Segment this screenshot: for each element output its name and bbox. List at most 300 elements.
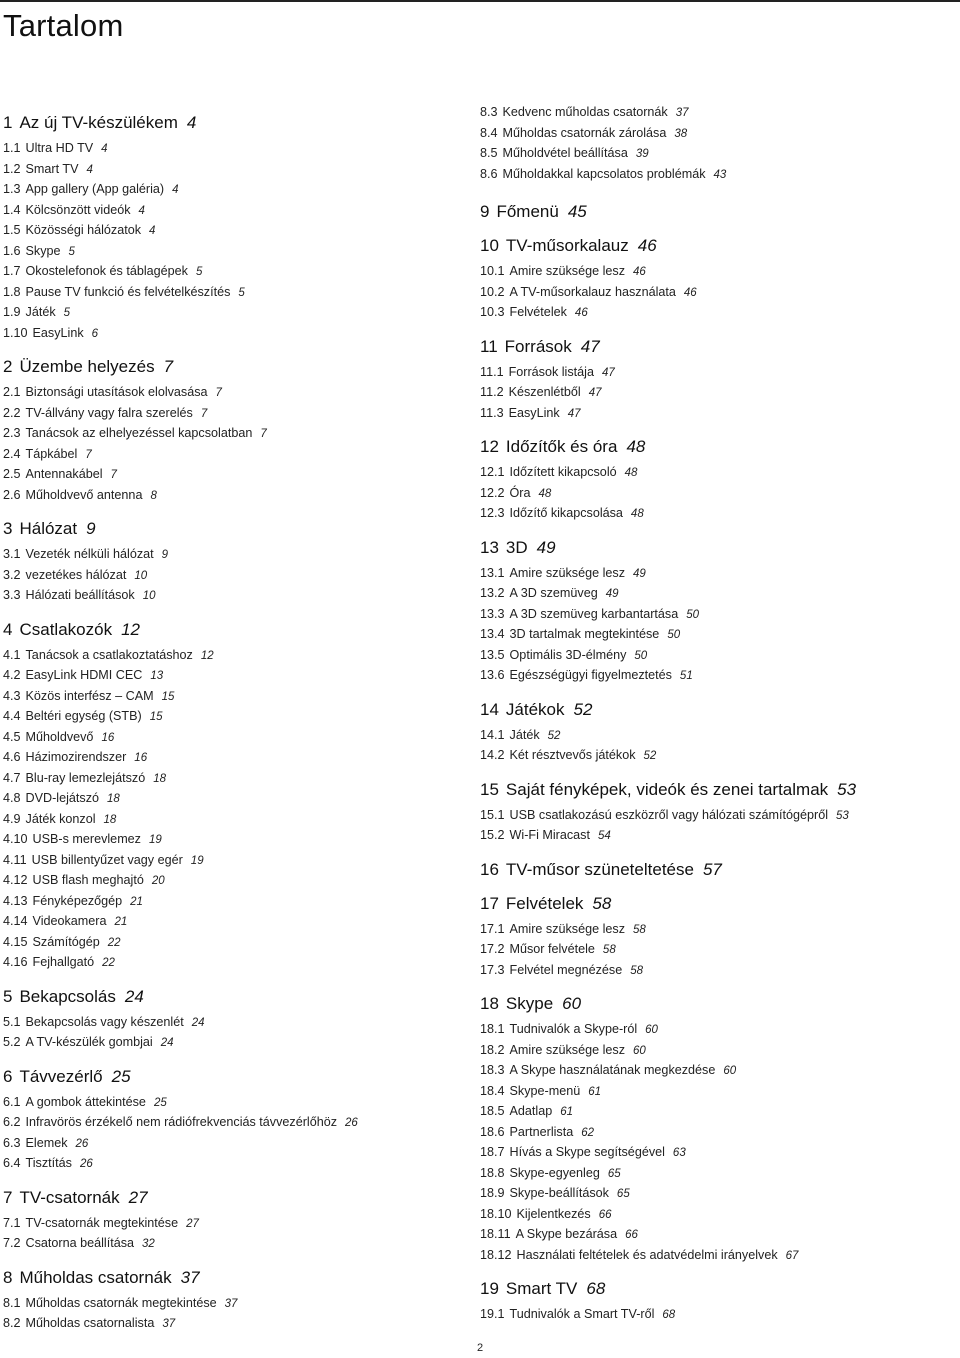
entry-page: 62 (581, 1126, 595, 1139)
entry-number: 1.5 (3, 223, 21, 237)
entry-page: 6 (91, 327, 99, 340)
toc-entry[interactable] (3, 666, 463, 687)
entry-number: 18.8 (480, 1165, 505, 1180)
chapter-page: 12 (121, 619, 140, 639)
entry-title: A Skype használatának megkezdése (509, 1063, 716, 1077)
chapter-page: 7 (163, 357, 174, 376)
chapter-page: 58 (592, 893, 612, 913)
entry-page: 16 (101, 731, 115, 744)
toc-chapter[interactable] (3, 356, 463, 378)
entry-title: Hívás a Skype segítségével (509, 1145, 665, 1159)
entry-number: 8.6 (480, 166, 498, 181)
toc-entry[interactable] (480, 806, 950, 827)
toc-entry[interactable] (3, 262, 463, 283)
toc-entry[interactable] (3, 912, 463, 933)
toc-entry[interactable] (480, 262, 950, 283)
entry-title: Amire szüksége lesz (509, 921, 625, 936)
entry-title: Okostelefonok és táblagépek (25, 264, 188, 278)
toc-entry[interactable] (480, 605, 950, 626)
chapter-page: 57 (702, 859, 722, 879)
entry-number: 3.2 (3, 567, 21, 582)
toc-entry[interactable] (3, 748, 463, 769)
entry-title: Két résztvevős játékok (509, 748, 636, 762)
toc-entry[interactable] (480, 746, 950, 767)
toc-entry[interactable] (3, 892, 463, 913)
entry-title: USB billentyűzet vagy egér (31, 852, 183, 867)
entry-page: 46 (574, 307, 588, 319)
toc-entry[interactable] (3, 201, 463, 222)
toc-entry[interactable] (3, 1154, 463, 1175)
entry-page: 10 (134, 569, 148, 582)
chapter-title: Távvezérlő (19, 1066, 103, 1086)
toc-chapter[interactable] (480, 436, 950, 458)
entry-page: 7 (200, 407, 208, 420)
toc-entry[interactable] (480, 303, 950, 324)
toc-entry[interactable] (480, 1020, 950, 1041)
toc-entry[interactable] (480, 1143, 950, 1164)
toc-entry[interactable] (3, 1033, 463, 1054)
toc-entry[interactable] (480, 1041, 950, 1062)
entry-page: 13 (150, 670, 164, 682)
entry-number: 7.2 (3, 1236, 21, 1250)
entry-title: Adatlap (509, 1104, 553, 1118)
toc-entry[interactable] (480, 666, 950, 687)
chapter-number: 14 (480, 699, 499, 719)
entry-page: 4 (149, 225, 156, 237)
toc-entry[interactable] (480, 646, 950, 667)
toc-entry[interactable] (3, 180, 463, 201)
entry-page: 12 (200, 649, 214, 662)
entry-number: 18.4 (480, 1083, 505, 1098)
chapter-number: 10 (480, 236, 499, 255)
entry-page: 21 (130, 895, 143, 908)
entry-number: 1.1 (3, 141, 21, 155)
entry-title: Beltéri egység (STB) (25, 709, 142, 723)
entry-title: A 3D szemüveg (509, 586, 598, 600)
entry-title: Amire szüksége lesz (509, 264, 625, 278)
toc-entry[interactable] (3, 566, 463, 587)
toc-entry[interactable] (480, 961, 950, 982)
entry-number: 4.11 (3, 852, 27, 867)
chapter-page: 46 (637, 236, 657, 255)
entry-number: 4.7 (3, 770, 21, 785)
toc-entry[interactable] (3, 789, 463, 810)
chapter-title: Bekapcsolás (19, 986, 116, 1006)
chapter-title: Hálózat (19, 519, 78, 538)
toc-entry[interactable] (3, 160, 463, 181)
entry-page: 58 (633, 923, 646, 936)
entry-title: A 3D szemüveg karbantartása (509, 606, 679, 621)
entry-page: 47 (601, 366, 615, 379)
entry-page: 58 (602, 944, 616, 956)
entry-number: 18.2 (480, 1042, 505, 1057)
chapter-number: 12 (480, 437, 499, 456)
toc-entry[interactable] (480, 165, 950, 186)
entry-page: 67 (785, 1249, 799, 1262)
entry-number: 2.3 (3, 426, 21, 440)
toc-chapter[interactable] (480, 1278, 950, 1300)
toc-entry[interactable] (3, 953, 463, 974)
entry-title: Használati feltételek és adatvédelmi irányelvek (516, 1247, 778, 1262)
entry-page: 8 (150, 489, 157, 502)
entry-title: EasyLink HDMI CEC (25, 668, 143, 682)
chapter-number: 19 (480, 1279, 499, 1298)
toc-chapter[interactable] (3, 1187, 463, 1209)
chapter-number: 17 (480, 893, 499, 913)
entry-number: 2.6 (3, 487, 21, 502)
toc-entry[interactable] (480, 124, 950, 145)
toc-entry[interactable] (3, 810, 463, 831)
chapter-number: 7 (3, 1187, 13, 1207)
entry-number: 10.3 (480, 305, 505, 319)
entry-number: 6.1 (3, 1094, 21, 1109)
entry-title: Készenlétből (508, 385, 581, 399)
entry-title: Műholdvétel beállítása (502, 146, 628, 160)
toc-entry[interactable] (480, 1225, 950, 1246)
toc-entry[interactable] (3, 1214, 463, 1235)
toc-entry[interactable] (480, 1164, 950, 1185)
toc-chapter[interactable] (480, 537, 950, 559)
entry-title: Tanácsok a csatlakoztatáshoz (25, 647, 193, 662)
entry-page: 47 (588, 387, 602, 399)
toc-entry[interactable] (3, 445, 463, 466)
entry-title: Fejhallgató (32, 955, 95, 969)
toc-entry[interactable] (480, 1184, 950, 1205)
entry-title: Műholdvevő antenna (25, 487, 143, 502)
chapter-page: 53 (837, 779, 857, 799)
toc-entry[interactable] (3, 1134, 463, 1155)
entry-title: USB-s merevlemez (32, 832, 141, 846)
entry-page: 26 (79, 1158, 93, 1170)
entry-page: 48 (624, 467, 638, 479)
entry-number: 5.1 (3, 1014, 21, 1029)
entry-page: 50 (634, 649, 648, 662)
toc-entry[interactable] (3, 465, 463, 486)
toc-entry[interactable] (3, 646, 463, 667)
entry-number: 13.5 (480, 647, 505, 662)
entry-title: Skype-egyenleg (509, 1165, 600, 1180)
toc-chapter[interactable] (480, 699, 950, 721)
entry-number: 6.3 (3, 1135, 21, 1150)
entry-title: Ultra HD TV (25, 141, 94, 155)
entry-page: 50 (686, 608, 700, 621)
entry-number: 10.2 (480, 284, 505, 299)
chapter-number: 6 (3, 1066, 13, 1086)
chapter-title: Főmenü (496, 202, 559, 221)
entry-page: 15 (161, 690, 175, 703)
toc-entry[interactable] (3, 769, 463, 790)
toc-entry[interactable] (480, 363, 950, 384)
chapter-title: Műholdas csatornák (19, 1267, 172, 1287)
entry-title: App gallery (App galéria) (25, 182, 165, 196)
chapter-title: Skype (505, 994, 554, 1013)
chapter-title: Saját fényképek, videók és zenei tartalmak (505, 779, 829, 799)
entry-title: 3D tartalmak megtekintése (509, 627, 660, 641)
toc-entry[interactable] (3, 851, 463, 872)
chapter-page: 24 (124, 986, 144, 1006)
toc-entry[interactable] (3, 1013, 463, 1034)
toc-chapter[interactable] (480, 893, 950, 915)
entry-number: 4.1 (3, 647, 21, 662)
entry-title: Amire szüksége lesz (509, 565, 625, 580)
entry-page: 22 (107, 936, 121, 949)
toc-chapter[interactable] (3, 1066, 463, 1088)
entry-number: 13.2 (480, 586, 505, 600)
toc-entry[interactable] (3, 324, 463, 345)
entry-number: 18.10 (480, 1206, 512, 1221)
toc-chapter[interactable] (480, 336, 950, 358)
entry-title: A gombok áttekintése (25, 1094, 146, 1109)
chapter-page: 27 (128, 1187, 148, 1207)
chapter-number: 8 (3, 1267, 13, 1287)
entry-title: Tisztítás (25, 1156, 72, 1170)
entry-page: 52 (547, 729, 561, 742)
toc-entry[interactable] (480, 1102, 950, 1123)
entry-title: Kedvenc műholdas csatornák (502, 105, 668, 119)
toc-entry[interactable] (3, 545, 463, 566)
entry-page: 60 (723, 1065, 737, 1077)
entry-number: 4.3 (3, 688, 21, 703)
toc-entry[interactable] (480, 584, 950, 605)
entry-page: 37 (162, 1318, 176, 1330)
entry-title: Közösségi hálózatok (25, 223, 142, 237)
toc-entry[interactable] (480, 940, 950, 961)
chapter-number: 4 (3, 619, 13, 639)
entry-title: Elemek (25, 1135, 68, 1150)
entry-page: 19 (148, 834, 162, 846)
entry-number: 2.5 (3, 467, 21, 481)
toc-entry[interactable] (480, 144, 950, 165)
toc-entry[interactable] (3, 139, 463, 160)
toc-entry[interactable] (480, 826, 950, 847)
entry-number: 4.4 (3, 709, 21, 723)
chapter-page: 68 (586, 1279, 606, 1298)
entry-page: 63 (672, 1147, 686, 1159)
entry-number: 1.2 (3, 161, 21, 176)
entry-page: 58 (630, 964, 644, 977)
entry-title: Források listája (508, 364, 594, 379)
entry-title: Skype (25, 243, 61, 258)
entry-number: 12.2 (480, 485, 505, 500)
toc-entry[interactable] (3, 303, 463, 324)
chapter-page: 52 (573, 699, 593, 719)
chapter-title: Időzítők és óra (505, 437, 618, 456)
toc-entry[interactable] (3, 283, 463, 304)
toc-entry[interactable] (3, 383, 463, 404)
entry-number: 18.3 (480, 1063, 505, 1077)
toc-chapter[interactable] (3, 1267, 463, 1289)
entry-number: 1.9 (3, 305, 21, 319)
entry-title: Skype-menü (509, 1083, 581, 1098)
entry-page: 38 (674, 127, 688, 140)
toc-chapter[interactable] (480, 201, 950, 223)
entry-title: Videokamera (32, 914, 107, 928)
entry-title: Bekapcsolás vagy készenlét (25, 1014, 184, 1029)
entry-number: 18.1 (480, 1022, 505, 1036)
chapter-number: 9 (480, 202, 490, 221)
entry-page: 53 (836, 809, 849, 822)
entry-title: vezetékes hálózat (25, 567, 127, 582)
entry-number: 4.9 (3, 811, 21, 826)
entry-page: 4 (101, 143, 108, 155)
toc-entry[interactable] (3, 486, 463, 507)
toc-entry[interactable] (480, 1246, 950, 1267)
entry-title: Házimozirendszer (25, 750, 127, 764)
toc-entry[interactable] (3, 242, 463, 263)
entry-page: 39 (635, 148, 649, 160)
entry-title: Műsor felvétele (509, 942, 595, 956)
chapter-page: 45 (567, 202, 587, 221)
chapter-page: 48 (626, 437, 646, 456)
toc-continued-entries (480, 103, 950, 185)
entry-title: A Skype bezárása (515, 1227, 618, 1241)
entry-page: 25 (153, 1096, 167, 1109)
chapter-title: TV-műsorkalauz (505, 236, 629, 255)
entry-number: 1.8 (3, 284, 21, 299)
toc-entry[interactable] (480, 1082, 950, 1103)
toc-entry[interactable] (3, 1294, 463, 1315)
chapter-number: 5 (3, 986, 13, 1006)
toc-chapter[interactable] (480, 859, 950, 881)
toc-entry[interactable] (480, 484, 950, 505)
entry-number: 1.4 (3, 202, 21, 217)
chapter-title: Üzembe helyezés (19, 357, 155, 376)
toc-entry[interactable] (3, 933, 463, 954)
entry-page: 65 (616, 1188, 630, 1200)
toc-entry[interactable] (480, 1123, 950, 1144)
chapter-title: Az új TV-készülékem (19, 113, 178, 132)
entry-number: 4.14 (3, 914, 28, 928)
entry-title: Műholdas csatornák megtekintése (25, 1295, 217, 1310)
toc-left-column (3, 103, 463, 1335)
chapter-title: Források (504, 336, 572, 356)
toc-chapter[interactable] (3, 986, 463, 1008)
toc-entry[interactable] (3, 586, 463, 607)
toc-entry[interactable] (480, 920, 950, 941)
toc-entry[interactable] (3, 221, 463, 242)
entry-title: TV-csatornák megtekintése (25, 1215, 179, 1230)
entry-number: 6.2 (3, 1115, 21, 1129)
entry-number: 19.1 (480, 1307, 505, 1321)
toc-entry[interactable] (480, 625, 950, 646)
entry-number: 14.2 (480, 748, 505, 762)
toc-chapter[interactable] (3, 518, 463, 540)
entry-title: Hálózati beállítások (25, 588, 135, 602)
toc-entry[interactable] (3, 687, 463, 708)
entry-page: 61 (560, 1106, 574, 1118)
toc-entry[interactable] (480, 404, 950, 425)
toc-chapter[interactable] (480, 779, 950, 801)
toc-entry[interactable] (3, 404, 463, 425)
toc-entry[interactable] (480, 564, 950, 585)
toc-chapter[interactable] (480, 993, 950, 1015)
toc-entry[interactable] (480, 1061, 950, 1082)
entry-title: Blu-ray lemezlejátszó (25, 770, 146, 785)
entry-page: 66 (598, 1208, 612, 1221)
toc-entry[interactable] (3, 1093, 463, 1114)
toc-entry[interactable] (3, 1113, 463, 1134)
entry-page: 60 (645, 1024, 658, 1036)
toc-entry[interactable] (3, 424, 463, 445)
chapter-page: 25 (111, 1066, 131, 1086)
entry-number: 13.3 (480, 606, 505, 621)
entry-page: 9 (161, 549, 169, 561)
chapter-number: 11 (480, 336, 498, 356)
chapter-page: 37 (180, 1267, 200, 1287)
page-number: 2 (476, 1342, 484, 1354)
entry-number: 17.2 (480, 942, 505, 956)
toc-chapter[interactable] (3, 619, 463, 641)
entry-page: 51 (679, 670, 693, 682)
entry-number: 11.3 (480, 405, 504, 420)
chapter-number: 13 (480, 537, 499, 557)
entry-number: 7.1 (3, 1215, 21, 1230)
entry-title: USB csatlakozású eszközről vagy hálózati számítógépről (509, 807, 829, 822)
entry-number: 4.13 (3, 893, 28, 908)
chapter-page: 60 (562, 994, 582, 1013)
toc-entry[interactable] (3, 871, 463, 892)
entry-page: 60 (633, 1044, 646, 1057)
entry-title: Egészségügyi figyelmeztetés (509, 668, 672, 682)
entry-title: USB flash meghajtó (32, 873, 144, 887)
entry-title: Optimális 3D-élmény (509, 647, 627, 662)
entry-title: Fényképezőgép (32, 893, 123, 908)
entry-page: 46 (633, 266, 646, 278)
entry-page: 22 (102, 957, 115, 969)
entry-page: 26 (345, 1117, 358, 1129)
entry-number: 18.7 (480, 1145, 505, 1159)
toc-entry[interactable] (480, 383, 950, 404)
toc-chapter[interactable] (3, 112, 463, 134)
entry-number: 15.2 (480, 828, 505, 842)
entry-title: Pause TV funkció és felvételkészítés (25, 284, 231, 299)
entry-page: 7 (85, 448, 92, 461)
toc-entry[interactable] (3, 707, 463, 728)
entry-page: 27 (186, 1217, 199, 1230)
entry-number: 2.2 (3, 405, 21, 420)
toc-chapter[interactable] (480, 235, 950, 257)
entry-number: 5.2 (3, 1035, 21, 1049)
toc-entry[interactable] (480, 504, 950, 525)
toc-entry[interactable] (3, 728, 463, 749)
toc-entry[interactable] (480, 463, 950, 484)
toc-entry[interactable] (480, 726, 950, 747)
entry-title: TV-állvány vagy falra szerelés (25, 405, 193, 420)
entry-number: 15.1 (480, 807, 505, 822)
chapter-number: 2 (3, 357, 13, 376)
entry-page: 65 (607, 1167, 621, 1180)
entry-number: 18.11 (480, 1227, 511, 1241)
toc-entry[interactable] (480, 103, 950, 124)
entry-title: A TV-készülék gombjai (25, 1035, 153, 1049)
entry-number: 2.4 (3, 446, 21, 461)
toc-entry[interactable] (3, 1314, 463, 1335)
toc-entry[interactable] (480, 1305, 950, 1326)
entry-title: Közös interfész – CAM (25, 688, 154, 703)
entry-number: 4.5 (3, 729, 21, 744)
toc-entry[interactable] (3, 830, 463, 851)
toc-entry[interactable] (3, 1234, 463, 1255)
entry-number: 11.1 (480, 364, 504, 379)
toc-entry[interactable] (480, 1205, 950, 1226)
entry-number: 12.1 (480, 465, 505, 479)
entry-number: 4.16 (3, 955, 28, 969)
entry-number: 4.2 (3, 668, 21, 682)
entry-page: 18 (103, 813, 117, 826)
toc-entry[interactable] (480, 283, 950, 304)
chapter-page: 49 (536, 537, 556, 557)
chapter-number: 3 (3, 519, 13, 538)
